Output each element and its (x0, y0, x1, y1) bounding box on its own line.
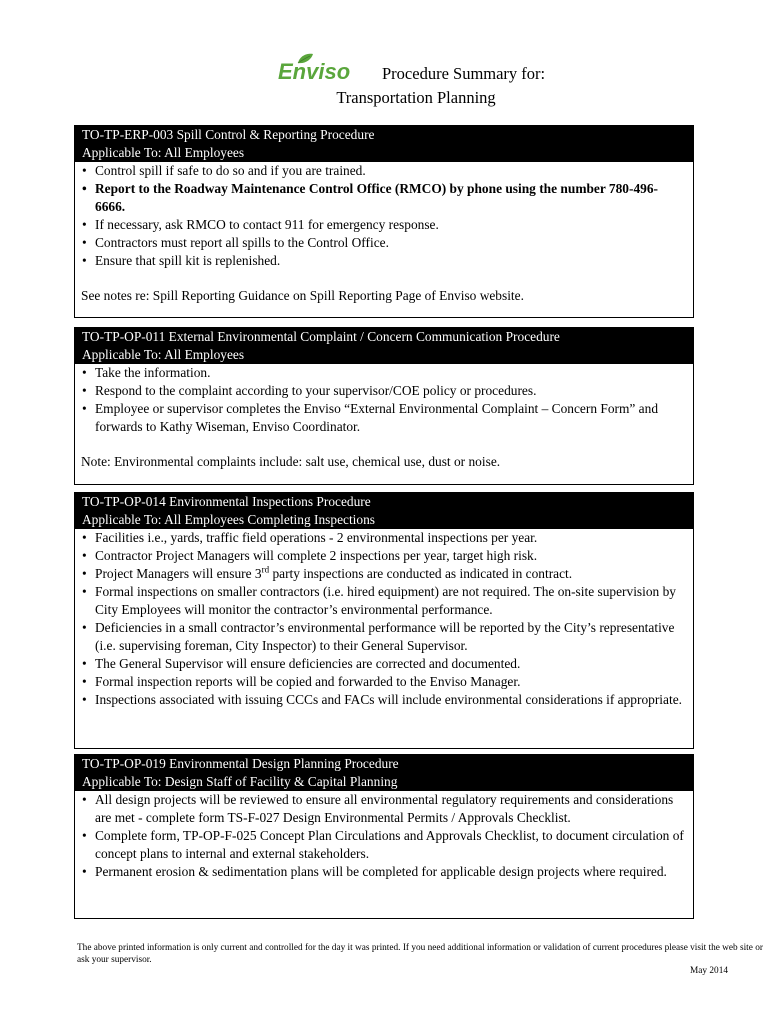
section-applicable: Applicable To: Design Staff of Facility & Capital Planning (82, 773, 398, 789)
list-item: • The General Supervisor will ensure deficiencies are corrected and documented. (81, 655, 687, 673)
section-title: TO-TP-ERP-003 Spill Control & Reporting Procedure (82, 127, 375, 142)
title-line-1: Procedure Summary for: (382, 64, 546, 83)
list-item: • Formal inspection reports will be copied and forwarded to the Enviso Manager. (81, 673, 687, 691)
list-item (81, 565, 687, 583)
section-header (75, 126, 693, 162)
footer-disclaimer: The above printed information is only current and controlled for the day it was printed. If you need additional information or validation of current procedures please visit the web site or ask your supervisor. (77, 943, 763, 965)
title-line-2: Transportation Planning (336, 88, 496, 107)
list-item: • Ensure that spill kit is replenished. (81, 252, 687, 270)
section-spill-control (74, 125, 694, 318)
bullet-list (81, 529, 687, 709)
list-item: • Control spill if safe to do so and if you are trained. (81, 162, 687, 180)
list-item: • Inspections associated with issuing CCCs and FACs will include environmental considerations if appropriate. (81, 691, 687, 709)
list-item: • Report to the Roadway Maintenance Control Office (RMCO) by phone using the number 780-496-6666. (81, 180, 687, 216)
section-title: TO-TP-OP-014 Environmental Inspections Procedure (82, 494, 371, 509)
section-applicable: Applicable To: All Employees Completing Inspections (82, 511, 375, 527)
bullet-list (81, 162, 687, 270)
superscript: rd (261, 564, 270, 575)
section-environmental-inspections (74, 492, 694, 749)
list-item: • Complete form, TP-OP-F-025 Concept Plan Circulations and Approvals Checklist, to document circulation of concept plans to internal and external stakeholders. (81, 827, 687, 863)
list-item: • Facilities i.e., yards, traffic field operations - 2 environmental inspections per year. (81, 529, 687, 547)
section-applicable: Applicable To: All Employees (82, 144, 245, 160)
enviso-logo (278, 52, 378, 84)
list-item-text: Project Managers will ensure 3 (95, 566, 262, 581)
list-item: • All design projects will be reviewed to ensure all environmental regulatory requirements and considerations are met - complete form TS-F-027 Design Environmental Permits / Approvals Checklist. (81, 791, 687, 827)
list-item: • Contractors must report all spills to the Control Office. (81, 234, 687, 252)
bullet-list (81, 791, 687, 881)
section-title: TO-TP-OP-019 Environmental Design Planning Procedure (82, 756, 399, 771)
section-design-planning (74, 754, 694, 919)
list-item: • Take the information. (81, 364, 687, 382)
list-item: • Employee or supervisor completes the Enviso “External Environmental Complaint – Concern Form” and forwards to Kathy Wiseman, Enviso Coordinator. (81, 400, 687, 436)
list-item-text: party inspections are conducted as indicated in contract. (269, 566, 573, 581)
section-title: TO-TP-OP-011 External Environmental Complaint / Concern Communication Procedure (82, 329, 560, 344)
list-item: • Respond to the complaint according to your supervisor/COE policy or procedures. (81, 382, 687, 400)
section-note: See notes re: Spill Reporting Guidance on Spill Reporting Page of Enviso website. (81, 288, 524, 303)
section-applicable: Applicable To: All Employees (82, 346, 245, 362)
section-note: Note: Environmental complaints include: salt use, chemical use, dust or noise. (81, 454, 501, 469)
svg-text:Enviso: Enviso (278, 59, 351, 84)
list-item: • Permanent erosion & sedimentation plans will be completed for applicable design projects where required. (81, 863, 687, 881)
section-header (75, 755, 693, 791)
bullet-list (81, 364, 687, 436)
footer-date: May 2014 (690, 966, 728, 976)
section-header (75, 328, 693, 364)
list-item: • Deficiencies in a small contractor’s environmental performance will be reported by the City’s representative (i.e. supervising foreman, City Inspector) to their General Supervisor. (81, 619, 687, 655)
section-header (75, 493, 693, 529)
list-item: • Formal inspections on smaller contractors (i.e. hired equipment) are not required. The on-site supervision by City Employees will monitor the contractor’s environmental performance. (81, 583, 687, 619)
section-complaint-communication (74, 327, 694, 485)
list-item: • If necessary, ask RMCO to contact 911 for emergency response. (81, 216, 687, 234)
list-item: • Contractor Project Managers will complete 2 inspections per year, target high risk. (81, 547, 687, 565)
document-header (0, 52, 768, 112)
